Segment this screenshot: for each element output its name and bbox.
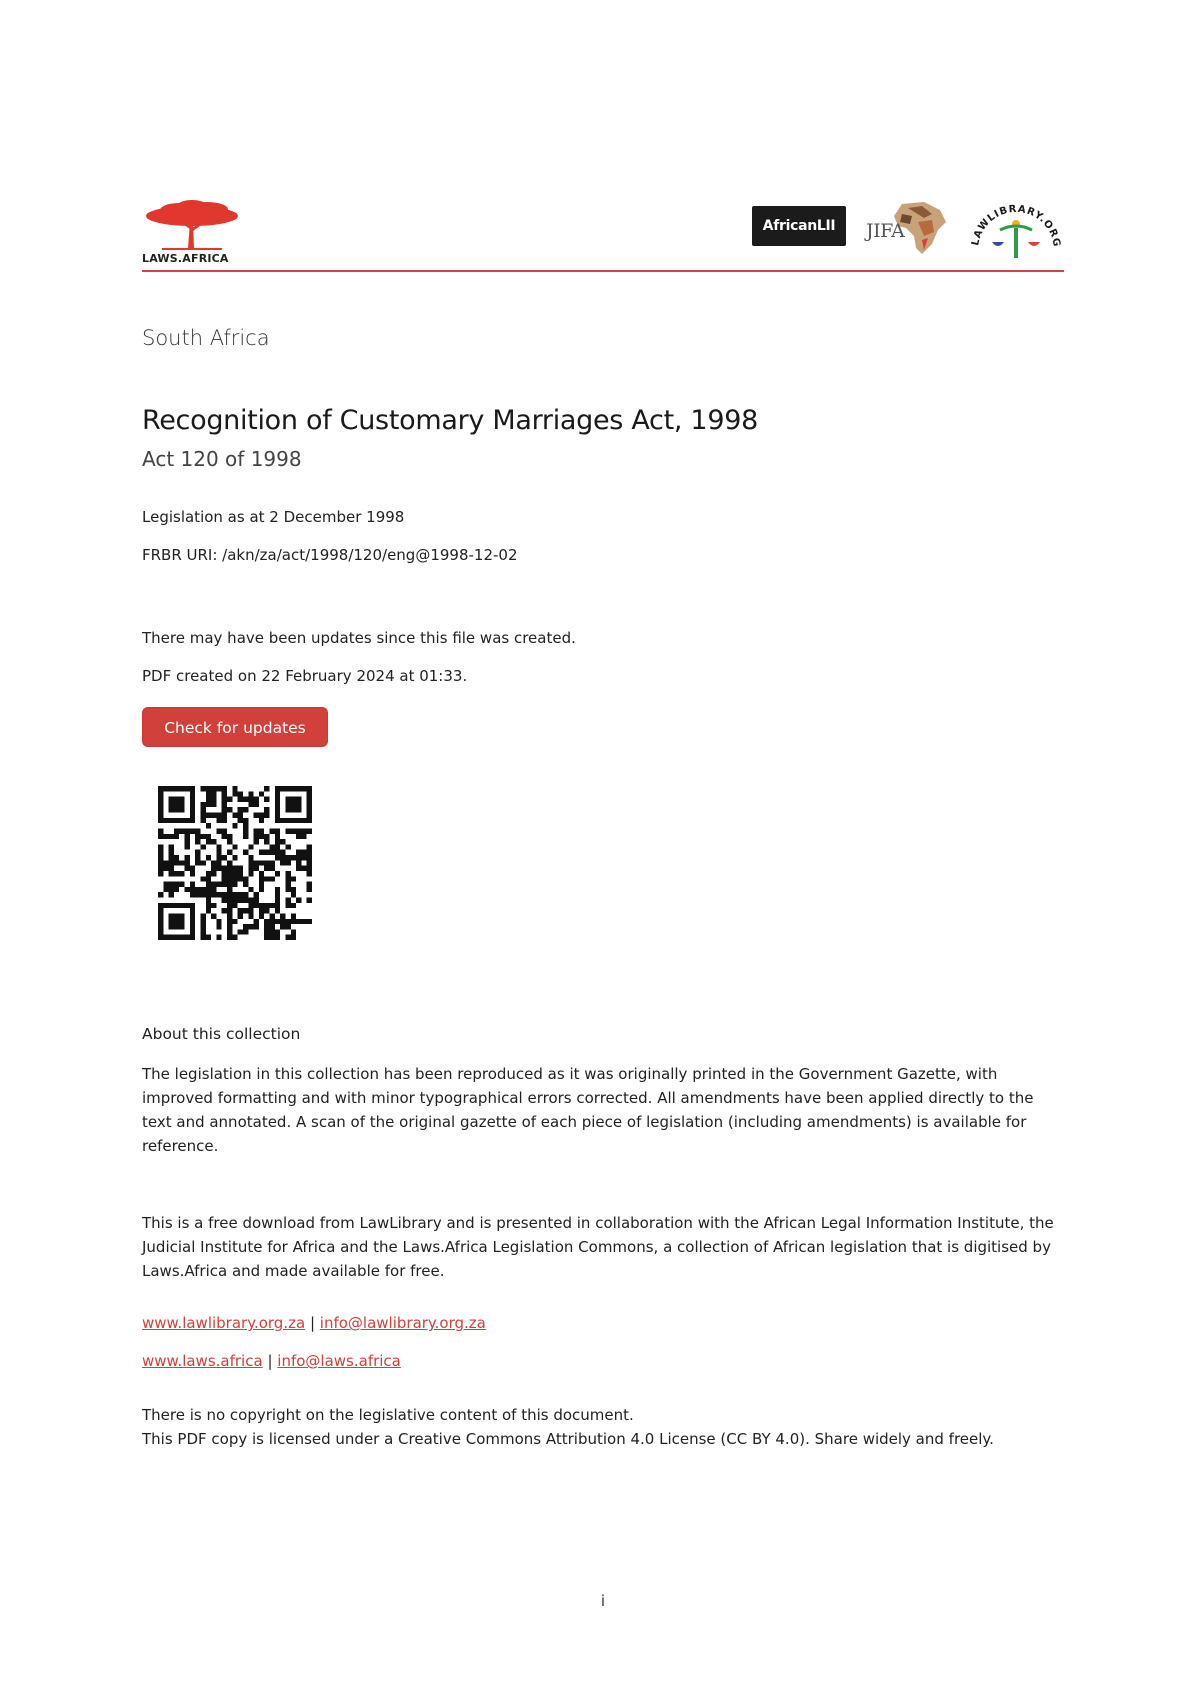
partner-logos	[744, 192, 1064, 266]
header	[142, 192, 1064, 272]
page-number: i	[600, 1592, 606, 1610]
lawsafrica-website-link[interactable]: www.laws.africa	[142, 1352, 263, 1370]
check-for-updates-button[interactable]: Check for updates	[142, 707, 328, 747]
free-download-paragraph: This is a free download from LawLibrary and is presented in collaboration with the African Legal Information Institute, the Judicial Institute for Africa and the Laws.Africa Legislation Commons, a collection of African legislation that is digitised by Laws.Africa and made available for free.	[142, 1214, 1054, 1280]
lawlibrary-website-link[interactable]: www.lawlibrary.org.za	[142, 1314, 306, 1332]
link-separator: |	[267, 1352, 273, 1370]
laws-africa-wordmark: LAWS.AFRICA	[142, 252, 229, 265]
pdf-created-date: PDF created on 22 February 2024 at 01:33.	[142, 667, 468, 685]
lawlibrary-links	[142, 1314, 486, 1332]
jifa-logo	[862, 200, 950, 256]
document-title: Recognition of Customary Marriages Act, 1998	[142, 405, 758, 436]
copyright-notice: There is no copyright on the legislative content of this document.	[142, 1406, 634, 1424]
license-notice	[142, 1403, 994, 1451]
africanlii-logo: AfricanLII	[752, 206, 846, 246]
license-statement: This PDF copy is licensed under a Creative Commons Attribution 4.0 License (CC BY 4.0). Share widely and freely.	[142, 1430, 994, 1448]
lawsafrica-links	[142, 1352, 401, 1370]
updates-note: There may have been updates since this file was created.	[142, 629, 576, 647]
svg-text:LAWLIBRARY.ORG.ZA: LAWLIBRARY.ORG	[970, 203, 1063, 249]
lawsafrica-email-link[interactable]: info@laws.africa	[277, 1352, 401, 1370]
header-divider	[142, 270, 1064, 272]
acacia-tree-icon	[142, 196, 242, 252]
jurisdiction: South Africa	[142, 326, 270, 350]
pdf-cover-page	[142, 0, 1064, 1696]
about-paragraph: The legislation in this collection has been reproduced as it was originally printed in the Government Gazette, with improved formatting and with minor typographical errors corrected. All amendments have been applied directly to the text and annotated. A scan of the original gazette of each piece of legislation (including amendments) is available for reference.	[142, 1065, 1034, 1155]
laws-africa-logo	[142, 196, 242, 265]
lawlibrary-logo	[966, 192, 1064, 266]
scales-of-justice-icon	[966, 192, 1064, 266]
jifa-wordmark: JIFA	[866, 220, 905, 242]
link-separator: |	[309, 1314, 315, 1332]
about-heading: About this collection	[142, 1025, 301, 1043]
qr-code[interactable]	[158, 786, 312, 940]
document-subtitle: Act 120 of 1998	[142, 447, 302, 471]
lawlibrary-email-link[interactable]: info@lawlibrary.org.za	[319, 1314, 486, 1332]
frbr-uri: FRBR URI: /akn/za/act/1998/120/eng@1998-12-02	[142, 546, 518, 564]
legislation-as-at: Legislation as at 2 December 1998	[142, 508, 405, 526]
